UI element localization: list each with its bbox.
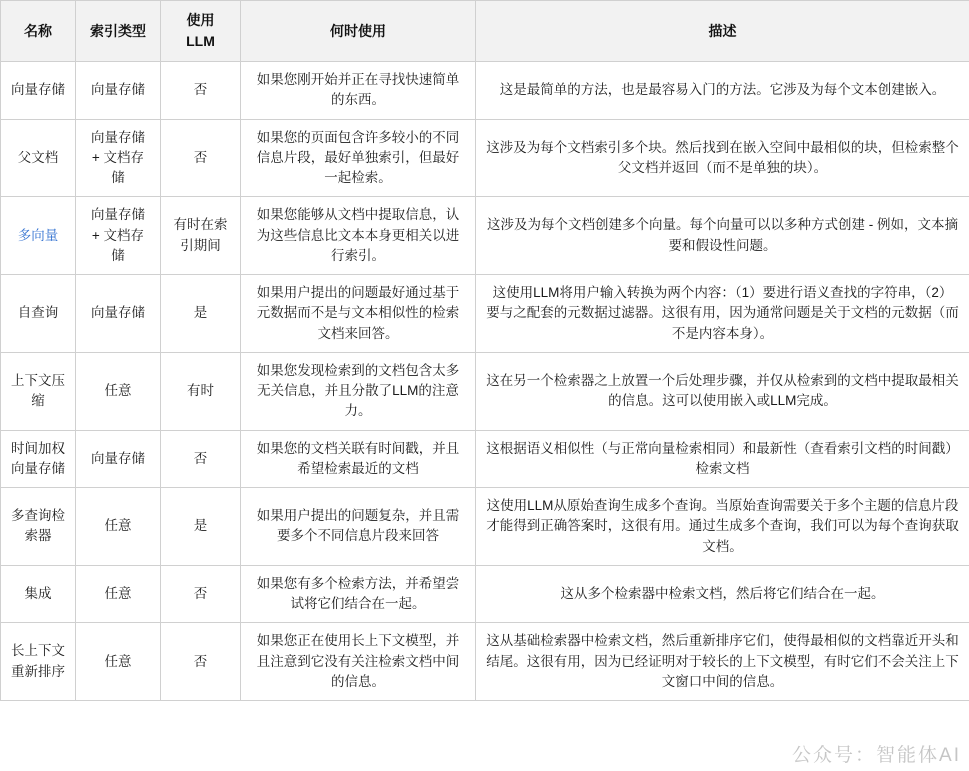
column-header-description: 描述 <box>476 1 969 62</box>
table-row <box>1 62 969 120</box>
table-row <box>1 565 969 623</box>
cell-name: 自查询 <box>1 275 76 353</box>
cell-when-to-use: 如果您的文档关联有时间戳，并且希望检索最近的文档 <box>241 430 476 488</box>
cell-when-to-use: 如果您刚开始并正在寻找快速简单的东西。 <box>241 62 476 120</box>
cell-index-type: 向量存储 + 文档存储 <box>76 119 161 197</box>
cell-when-to-use: 如果用户提出的问题复杂，并且需要多个不同信息片段来回答 <box>241 488 476 566</box>
cell-index-type: 任意 <box>76 352 161 430</box>
table-header <box>1 1 969 62</box>
cell-uses-llm: 是 <box>161 275 241 353</box>
column-header-when-to-use: 何时使用 <box>241 1 476 62</box>
cell-name[interactable]: 多向量 <box>1 197 76 275</box>
cell-index-type: 任意 <box>76 565 161 623</box>
cell-uses-llm: 否 <box>161 623 241 701</box>
cell-uses-llm: 有时 <box>161 352 241 430</box>
cell-name: 时间加权向量存储 <box>1 430 76 488</box>
cell-description: 这从基础检索器中检索文档，然后重新排序它们，使得最相似的文档靠近开头和结尾。这很有用，因为已经证明对于较长的上下文模型，有时它们不会关注上下文窗口中间的信息。 <box>476 623 969 701</box>
cell-index-type: 任意 <box>76 488 161 566</box>
cell-description: 这从多个检索器中检索文档，然后将它们结合在一起。 <box>476 565 969 623</box>
table-row <box>1 197 969 275</box>
cell-name: 上下文压缩 <box>1 352 76 430</box>
cell-index-type: 任意 <box>76 623 161 701</box>
cell-when-to-use: 如果您能够从文档中提取信息，认为这些信息比文本本身更相关以进行索引。 <box>241 197 476 275</box>
column-header-uses-llm: 使用 LLM <box>161 1 241 62</box>
cell-index-type: 向量存储 <box>76 275 161 353</box>
table-row <box>1 488 969 566</box>
table-row <box>1 352 969 430</box>
cell-when-to-use: 如果您正在使用长上下文模型，并且注意到它没有关注检索文档中间的信息。 <box>241 623 476 701</box>
cell-index-type: 向量存储 + 文档存储 <box>76 197 161 275</box>
table-body <box>1 62 969 701</box>
cell-name: 长上下文重新排序 <box>1 623 76 701</box>
cell-when-to-use: 如果用户提出的问题最好通过基于元数据而不是与文本相似性的检索文档来回答。 <box>241 275 476 353</box>
cell-description: 这涉及为每个文档索引多个块。然后找到在嵌入空间中最相似的块，但检索整个父文档并返回（而不是单独的块）。 <box>476 119 969 197</box>
cell-description: 这根据语义相似性（与正常向量检索相同）和最新性（查看索引文档的时间戳）检索文档 <box>476 430 969 488</box>
cell-description: 这是最简单的方法，也是最容易入门的方法。它涉及为每个文本创建嵌入。 <box>476 62 969 120</box>
table-header-row <box>1 1 969 62</box>
cell-index-type: 向量存储 <box>76 430 161 488</box>
cell-uses-llm: 是 <box>161 488 241 566</box>
cell-index-type: 向量存储 <box>76 62 161 120</box>
cell-when-to-use: 如果您的页面包含许多较小的不同信息片段，最好单独索引，但最好一起检索。 <box>241 119 476 197</box>
cell-when-to-use: 如果您发现检索到的文档包含太多无关信息，并且分散了LLM的注意力。 <box>241 352 476 430</box>
cell-description: 这使用LLM将用户输入转换为两个内容：（1）要进行语义查找的字符串，（2）要与之配套的元数据过滤器。这很有用，因为通常问题是关于文档的元数据（而不是内容本身）。 <box>476 275 969 353</box>
cell-description: 这涉及为每个文档创建多个向量。每个向量可以以多种方式创建 - 例如，文本摘要和假设性问题。 <box>476 197 969 275</box>
table-row <box>1 623 969 701</box>
cell-name: 父文档 <box>1 119 76 197</box>
cell-name: 向量存储 <box>1 62 76 120</box>
table-row <box>1 430 969 488</box>
cell-when-to-use: 如果您有多个检索方法，并希望尝试将它们结合在一起。 <box>241 565 476 623</box>
cell-uses-llm: 有时在索引期间 <box>161 197 241 275</box>
cell-uses-llm: 否 <box>161 119 241 197</box>
cell-description: 这在另一个检索器之上放置一个后处理步骤，并仅从检索到的文档中提取最相关的信息。这可以使用嵌入或LLM完成。 <box>476 352 969 430</box>
cell-description: 这使用LLM从原始查询生成多个查询。当原始查询需要关于多个主题的信息片段才能得到正确答案时，这很有用。通过生成多个查询，我们可以为每个查询获取文档。 <box>476 488 969 566</box>
table-row <box>1 119 969 197</box>
watermark: 公众号：智能体AI <box>792 745 961 766</box>
cell-uses-llm: 否 <box>161 62 241 120</box>
column-header-name: 名称 <box>1 1 76 62</box>
column-header-index-type: 索引类型 <box>76 1 161 62</box>
cell-name: 多查询检索器 <box>1 488 76 566</box>
cell-name: 集成 <box>1 565 76 623</box>
cell-uses-llm: 否 <box>161 565 241 623</box>
cell-uses-llm: 否 <box>161 430 241 488</box>
table-row <box>1 275 969 353</box>
